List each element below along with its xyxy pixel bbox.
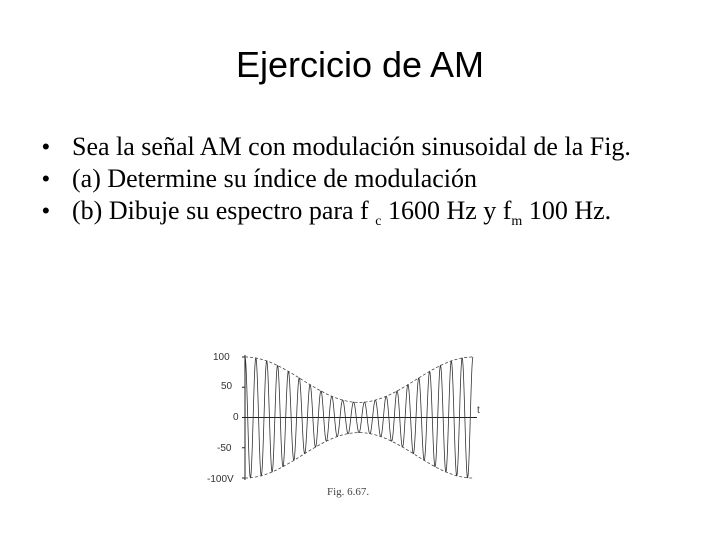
am-waveform-figure (205, 345, 490, 505)
t-axis-label: t (477, 405, 480, 416)
am-waveform-plot (205, 345, 490, 505)
y-tick-label: -50 (217, 443, 232, 454)
bullet-dot-icon: • (42, 166, 50, 191)
bullet-item (40, 132, 680, 162)
bullet-text-middle: 1600 Hz y f (381, 196, 512, 225)
bullet-dot-icon: • (42, 198, 50, 223)
subscript-m: m (511, 214, 523, 229)
bullet-text: (a) Determine su índice de modulación (72, 164, 478, 193)
lower-envelope-line (245, 433, 473, 478)
y-tick-label: 50 (221, 381, 233, 392)
y-tick-label: 100 (213, 352, 230, 363)
bullet-text-before: (b) Dibuje su espectro para f (72, 196, 376, 225)
y-tick-label: 0 (233, 412, 239, 423)
bullet-dot-icon: • (42, 134, 50, 159)
y-tick-label: -100V (207, 474, 234, 485)
bullet-text: Sea la señal AM con modulación sinusoidal de la Fig. (72, 132, 631, 161)
bullet-item (40, 164, 680, 194)
bullet-text-after: 100 Hz. (522, 196, 612, 225)
subscript-c: c (375, 214, 382, 229)
slide-title: Ejercicio de AM (235, 44, 485, 85)
bullet-list (40, 132, 680, 239)
bullet-item (40, 196, 680, 237)
figure-caption: Fig. 6.67. (327, 486, 370, 498)
